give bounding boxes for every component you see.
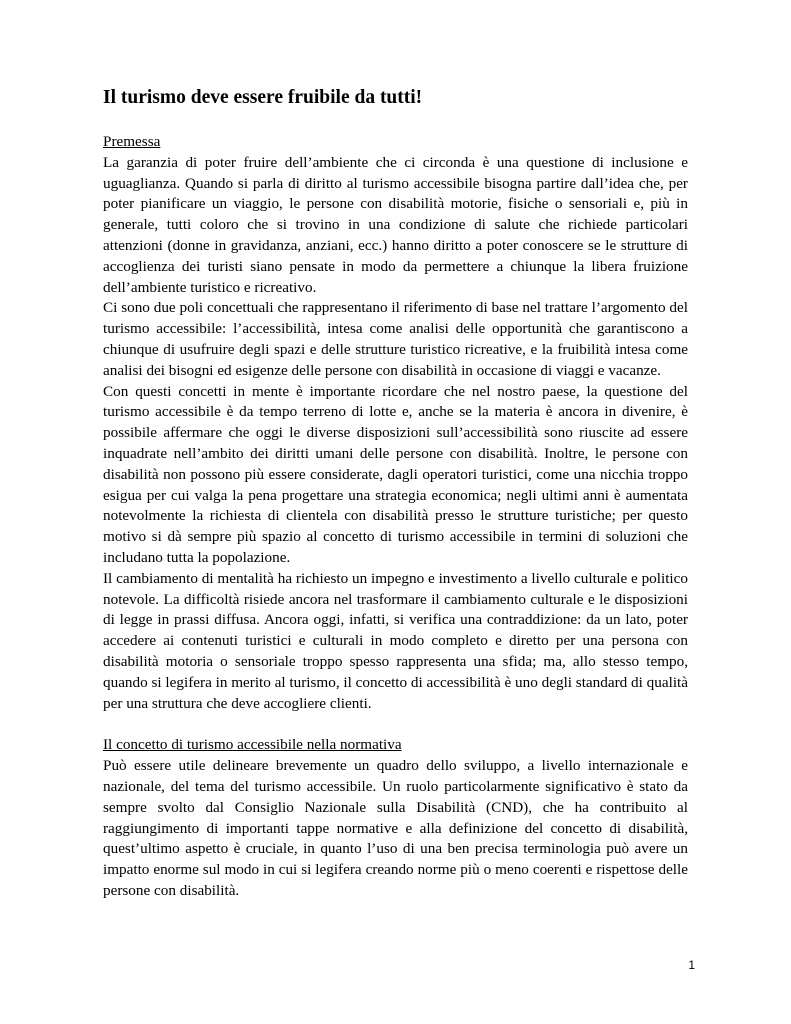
document-page <box>103 86 688 902</box>
section-normativa <box>103 735 688 901</box>
document-title: Il turismo deve essere fruibile da tutti! <box>103 87 423 108</box>
page-number: 1 <box>688 958 695 972</box>
section-premessa <box>103 132 688 714</box>
paragraph: Con questi concetti in mente è importante ricordare che nel nostro paese, la questione del turismo accessibile è da tempo terreno di lotte e, anche se la materia è ancora in divenire, è possibile affermare che oggi le diverse disposizioni sull’accessibilità sono riuscite ad essere inquadrate nell’ambito dei diritti umani delle persone con disabilità. Inoltre, le persone con disabilità non possono più essere considerate, dagli operatori turistici, come una nicchia troppo esigua per cui valga la pena progettare una strategia economica; negli ultimi anni è aumentata notevolmente la richiesta di clientela con disabilità presso le strutture turistiche; per questo motivo si dà sempre più spazio al concetto di turismo accessibile in termini di soluzioni che includano tutta la popolazione. <box>103 382 688 566</box>
section-heading: Il concetto di turismo accessibile nella normativa <box>103 736 402 754</box>
paragraph: La garanzia di poter fruire dell’ambiente che ci circonda è una questione di inclusione e uguaglianza. Quando si parla di diritto al turismo accessibile bisogna partire dall’idea che, per poter pianificare un viaggio, le persone con disabilità motorie, fisiche o sensoriali e, più in generale, tutti coloro che si trovino in una condizione di salute che richiede particolari attenzioni (donne in gravidanza, anziani, ecc.) hanno diritto a poter conoscere se le strutture di accoglienza dei turisti siano pensate in modo da permettere a chiunque la libera fruizione dell’ambiente turistico e ricreativo. <box>103 153 688 296</box>
paragraph: Può essere utile delineare brevemente un quadro dello sviluppo, a livello internazionale e nazionale, del tema del turismo accessibile. Un ruolo particolarmente significativo è stato da sempre svolto dal Consiglio Nazionale sulla Disabilità (CND), che ha contribuito al raggiungimento di importanti tappe normative e alla definizione del concetto di disabilità, quest’ultimo aspetto è cruciale, in quanto l’uso di una ben precisa terminologia può avere un impatto enorme sul modo in cui si legifera creando norme più o meno coerenti e rispettose delle persone con disabilità. <box>103 757 688 899</box>
section-heading: Premessa <box>103 133 161 150</box>
paragraph: Il cambiamento di mentalità ha richiesto un impegno e investimento a livello culturale e politico notevole. La difficoltà risiede ancora nel trasformare il cambiamento culturale e le disposizioni di legge in prassi diffusa. Ancora oggi, infatti, si verifica una contraddizione: da un lato, poter accedere ai contenuti turistici e culturali in modo completo e diretto per una persona con disabilità motoria o sensoriale troppo spesso rappresenta una sfida; ma, allo stesso tempo, quando si legifera in merito al turismo, il concetto di accessibilità è uno degli standard di qualità per una struttura che deve accogliere clienti. <box>103 569 688 712</box>
paragraph: Ci sono due poli concettuali che rappresentano il riferimento di base nel trattare l’argomento del turismo accessibile: l’accessibilità, intesa come analisi delle opportunità che garantiscono a chiunque di usufruire degli spazi e delle strutture turistico ricreative, e la fruibilità intesa come analisi dei bisogni ed esigenze delle persone con disabilità in occasione di viaggi e vacanze. <box>103 299 688 379</box>
section-spacer <box>103 714 688 735</box>
